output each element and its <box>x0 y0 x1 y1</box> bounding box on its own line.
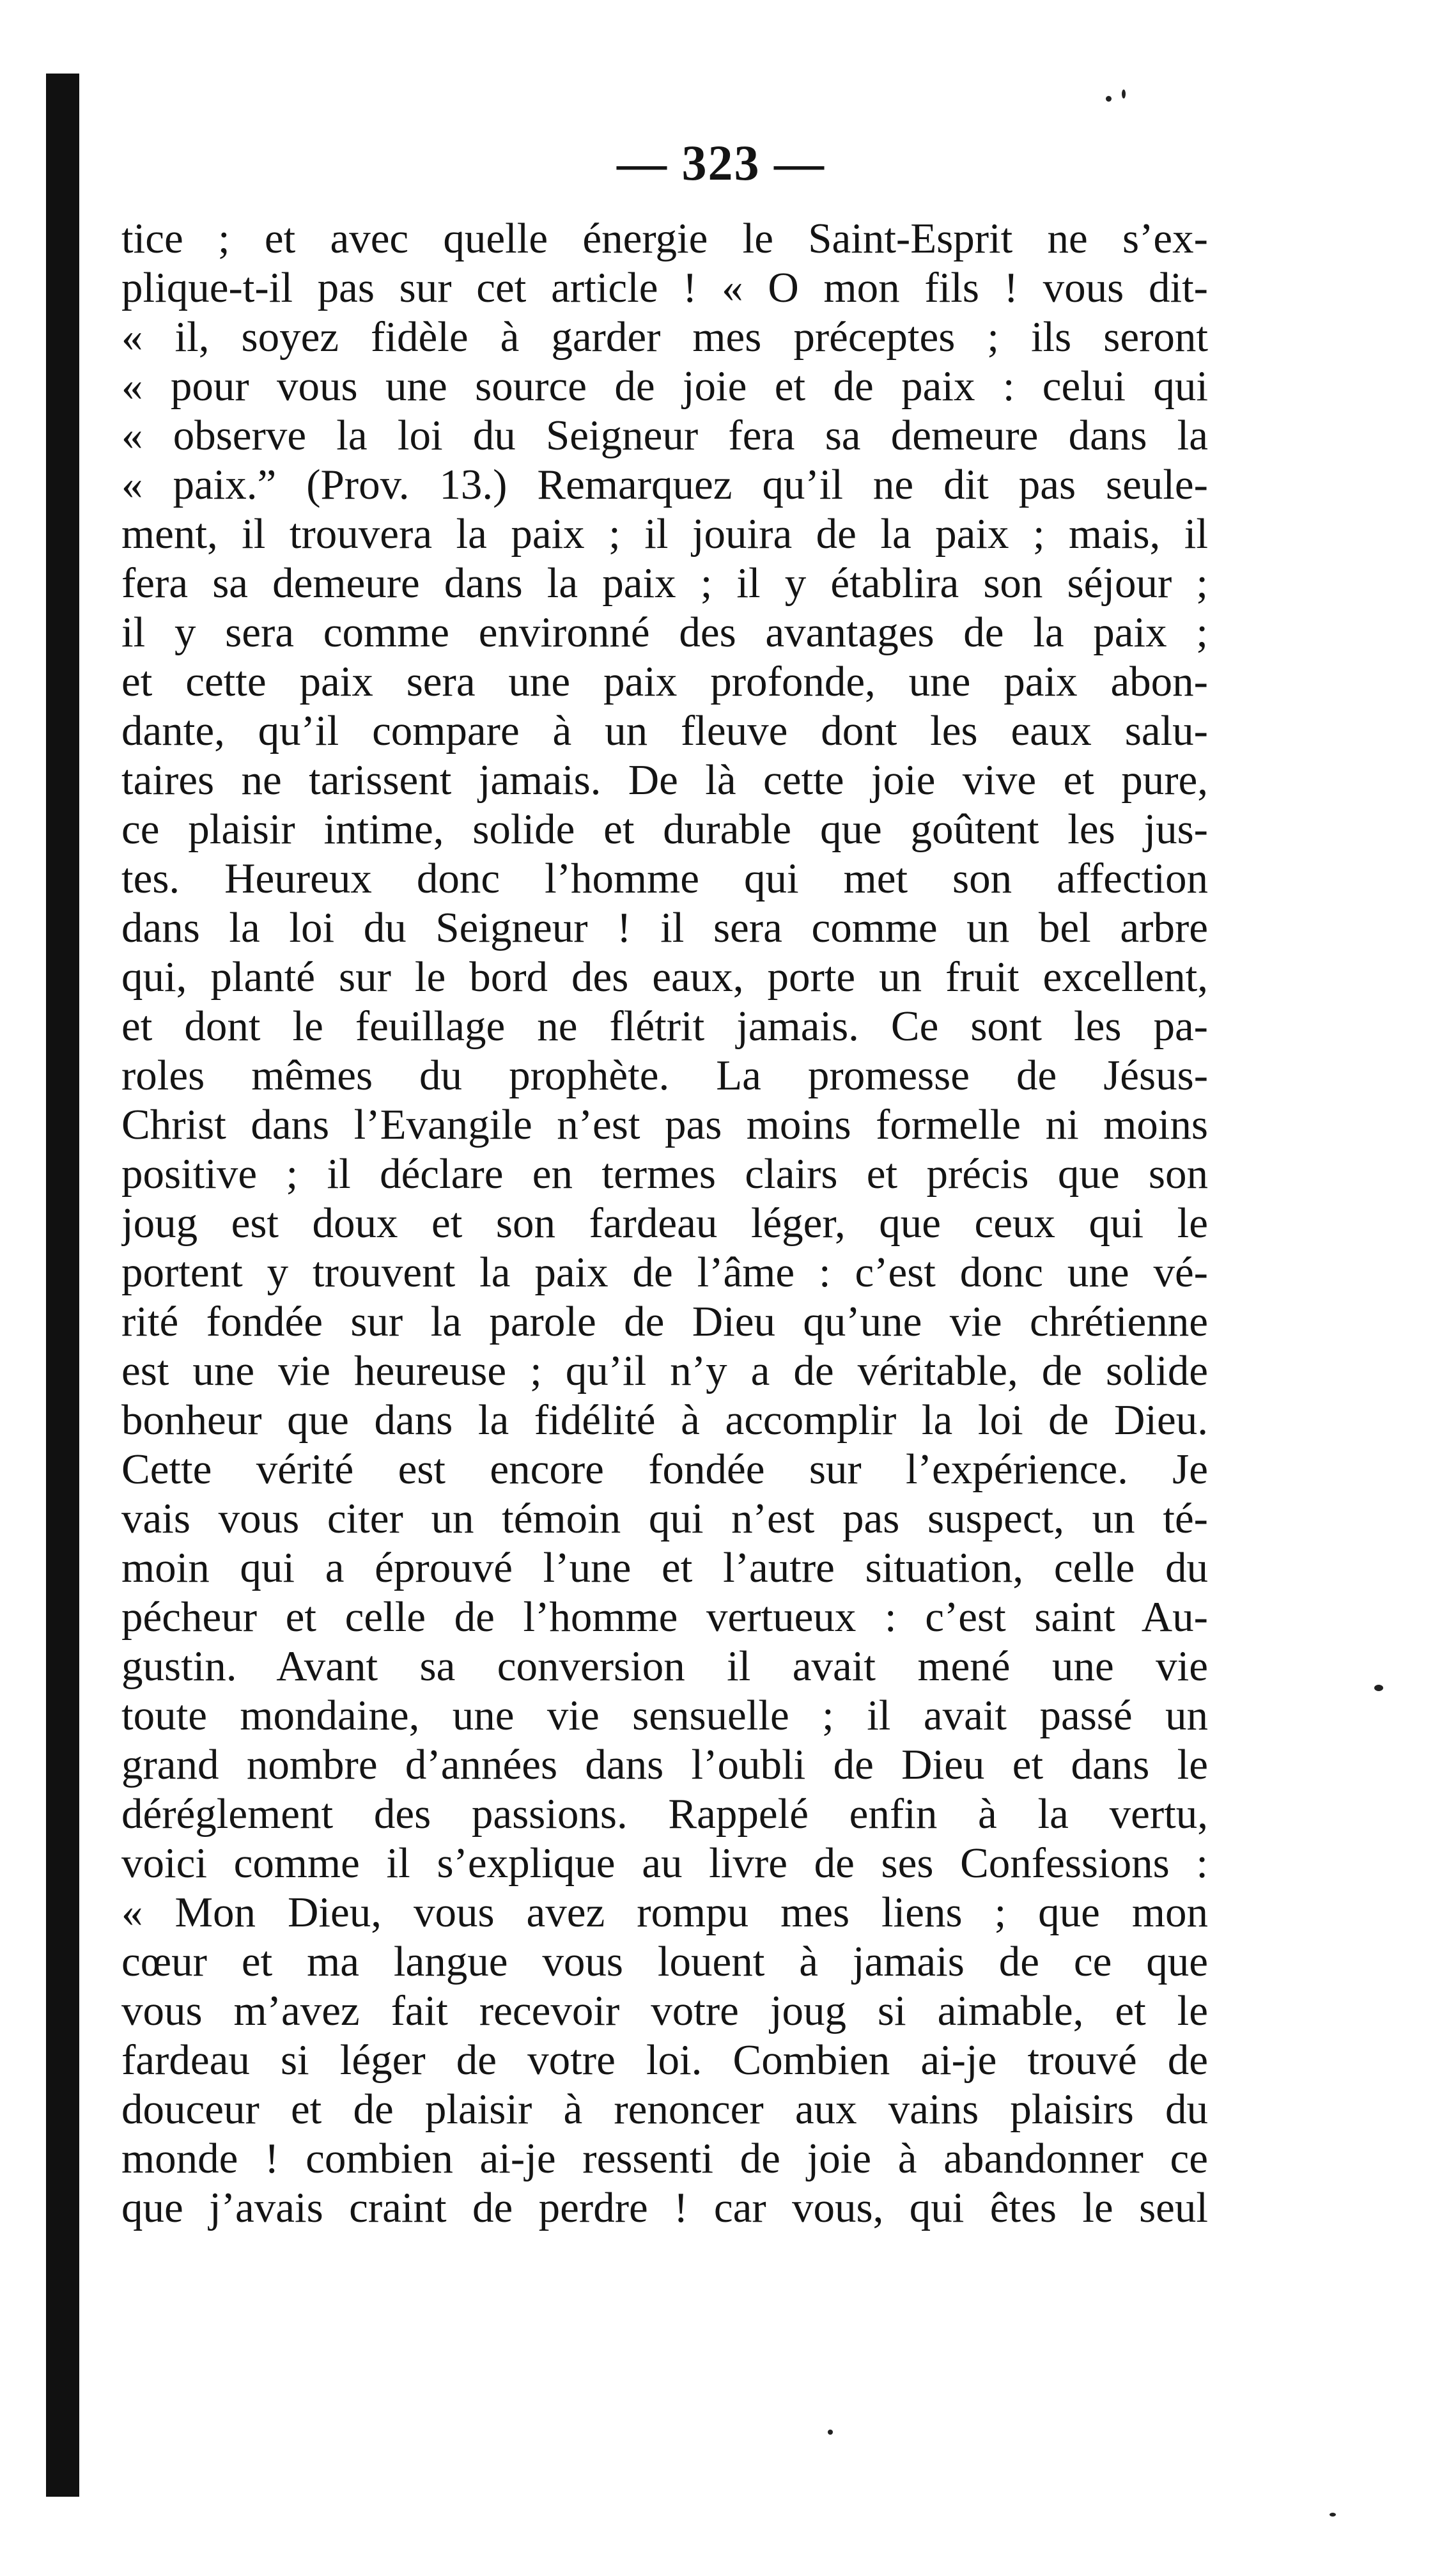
text-line: « il, soyez fidèle à garder mes préceptes ; ils seront <box>121 313 1208 361</box>
text-line: dante, qu’il compare à un fleuve dont les eaux salu- <box>121 707 1208 754</box>
book-spine-shadow <box>46 74 79 2497</box>
text-line: joug est doux et son fardeau léger, que ceux qui le <box>121 1199 1208 1247</box>
text-line: est une vie heureuse ; qu’il n’y a de véritable, de solide <box>121 1347 1208 1394</box>
text-line: tes. Heureux donc l’homme qui met son affection <box>121 855 1208 902</box>
text-line: vous m’avez fait recevoir votre joug si aimable, et le <box>121 1987 1208 2034</box>
text-line: rité fondée sur la parole de Dieu qu’une vie chrétienne <box>121 1298 1208 1345</box>
text-line: et dont le feuillage ne flétrit jamais. Ce sont les pa- <box>121 1003 1208 1050</box>
text-line: pécheur et celle de l’homme vertueux : c’est saint Au- <box>121 1593 1208 1641</box>
text-line: fera sa demeure dans la paix ; il y établira son séjour ; <box>121 559 1208 607</box>
text-line: gustin. Avant sa conversion il avait mené une vie <box>121 1643 1208 1690</box>
text-line: « pour vous une source de joie et de paix : celui qui <box>121 363 1208 410</box>
text-line: fardeau si léger de votre loi. Combien ai-je trouvé de <box>121 2036 1208 2084</box>
text-line: « Mon Dieu, vous avez rompu mes liens ; que mon <box>121 1889 1208 1936</box>
text-line: ce plaisir intime, solide et durable que goûtent les jus- <box>121 806 1208 853</box>
text-line: dans la loi du Seigneur ! il sera comme un bel arbre <box>121 904 1208 951</box>
print-speck <box>1106 96 1112 102</box>
text-line: qui, planté sur le bord des eaux, porte un fruit excellent, <box>121 953 1208 1001</box>
text-line: tice ; et avec quelle énergie le Saint-Esprit ne s’ex- <box>121 215 1208 262</box>
text-line: monde ! combien ai-je ressenti de joie à abandonner ce <box>121 2135 1208 2182</box>
print-speck <box>1122 90 1126 98</box>
text-line: cœur et ma langue vous louent à jamais de ce que <box>121 1938 1208 1985</box>
text-line: douceur et de plaisir à renoncer aux vains plaisirs du <box>121 2086 1208 2133</box>
text-line: il y sera comme environné des avantages de la paix ; <box>121 609 1208 656</box>
print-speck <box>1374 1685 1383 1691</box>
text-line: positive ; il déclare en termes clairs et précis que son <box>121 1150 1208 1198</box>
text-line: bonheur que dans la fidélité à accomplir la loi de Dieu. <box>121 1396 1208 1444</box>
text-line: toute mondaine, une vie sensuelle ; il avait passé un <box>121 1692 1208 1739</box>
text-line: Christ dans l’Evangile n’est pas moins formelle ni moins <box>121 1101 1208 1148</box>
text-line: ment, il trouvera la paix ; il jouira de la paix ; mais, il <box>121 510 1208 558</box>
body-text <box>121 214 1208 2233</box>
text-line: moin qui a éprouvé l’une et l’autre situation, celle du <box>121 1544 1208 1591</box>
text-line: « observe la loi du Seigneur fera sa demeure dans la <box>121 412 1208 459</box>
text-line: déréglement des passions. Rappelé enfin à la vertu, <box>121 1790 1208 1838</box>
text-line: taires ne tarissent jamais. De là cette joie vive et pure, <box>121 756 1208 804</box>
text-line: plique-t-il pas sur cet article ! « O mon fils ! vous dit- <box>121 264 1208 311</box>
text-line: Cette vérité est encore fondée sur l’expérience. Je <box>121 1446 1208 1493</box>
text-line: grand nombre d’années dans l’oubli de Dieu et dans le <box>121 1741 1208 1788</box>
text-line: roles mêmes du prophète. La promesse de Jésus- <box>121 1052 1208 1099</box>
page-number: — 323 — <box>617 135 825 191</box>
text-line: vais vous citer un témoin qui n’est pas suspect, un té- <box>121 1495 1208 1542</box>
text-line: voici comme il s’explique au livre de ses Confessions : <box>121 1839 1208 1887</box>
text-line: portent y trouvent la paix de l’âme : c’est donc une vé- <box>121 1249 1208 1296</box>
text-line: « paix.” (Prov. 13.) Remarquez qu’il ne dit pas seule- <box>121 461 1208 508</box>
print-speck <box>1330 2513 1336 2517</box>
text-line: et cette paix sera une paix profonde, une paix abon- <box>121 658 1208 705</box>
print-speck <box>828 2430 833 2435</box>
text-line: que j’avais craint de perdre ! car vous, qui êtes le seul <box>121 2184 1208 2231</box>
